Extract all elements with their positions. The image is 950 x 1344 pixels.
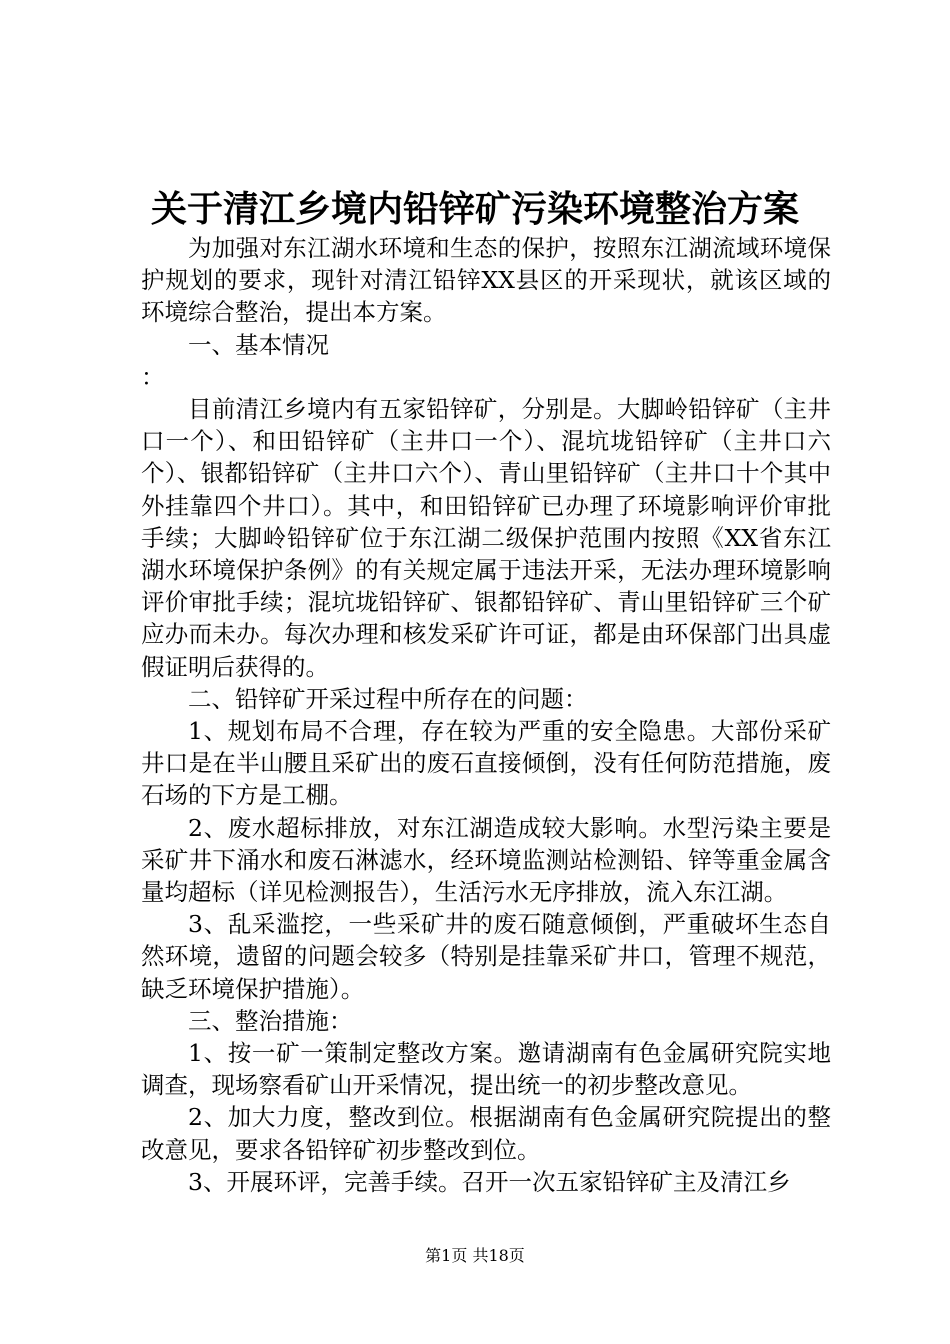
- page-footer: 第1页 共18页: [425, 1246, 525, 1265]
- paragraph-intro: 为加强对东江湖水环境和生态的保护，按照东江湖流域环境保护规划的要求，现针对清江铅锌XX县区的开采现状，就该区域的环境综合整治，提出本方案。: [141, 234, 831, 327]
- paragraph-colon: ：: [141, 362, 165, 391]
- paragraph-problem-3: 3、乱采滥挖，一些采矿井的废石随意倾倒，严重破坏生态自然环境，遗留的问题会较多（特别是挂靠采矿井口，管理不规范，缺乏环境保护措施）。: [141, 910, 831, 1003]
- paragraph-problem-1: 1、规划布局不合理，存在较为严重的安全隐患。大部份采矿井口是在半山腰且采矿出的废石直接倾倒，没有任何防范措施，废石场的下方是工棚。: [141, 717, 831, 810]
- paragraph-measure-1: 1、按一矿一策制定整改方案。邀请湖南有色金属研究院实地调查，现场察看矿山开采情况，提出统一的初步整改意见。: [141, 1039, 831, 1100]
- section-heading-measures: 三、整治措施：: [188, 1006, 353, 1035]
- paragraph-mine-list: 目前清江乡境内有五家铅锌矿，分别是。大脚岭铅锌矿（主井口一个）、和田铅锌矿（主井口一个）、混坑垅铅锌矿（主井口六个）、银都铅锌矿（主井口六个）、青山里铅锌矿（主井口十个其中外挂靠四个井口）。其中，和田铅锌矿已办理了环境影响评价审批手续；大脚岭铅锌矿位于东江湖二级保护范围内按照《XX省东江湖水环境保护条例》的有关规定属于违法开采，无法办理环境影响评价审批手续；混坑垅铅锌矿、银都铅锌矿、青山里铅锌矿三个矿应办而未办。每次办理和核发采矿许可证，都是由环保部门出具虚假证明后获得的。: [141, 395, 831, 681]
- paragraph-measure-2: 2、加大力度，整改到位。根据湖南有色金属研究院提出的整改意见，要求各铅锌矿初步整改到位。: [141, 1103, 831, 1164]
- document-body: [141, 232, 831, 1198]
- section-heading-basic-situation: 一、基本情况: [188, 330, 329, 359]
- section-heading-problems: 二、铅锌矿开采过程中所存在的问题：: [188, 684, 588, 713]
- paragraph-problem-2: 2、废水超标排放，对东江湖造成较大影响。水型污染主要是采矿井下涌水和废石淋滤水，经环境监测站检测铅、锌等重金属含量均超标（详见检测报告），生活污水无序排放，流入东江湖。: [141, 813, 831, 907]
- paragraph-measure-3: 3、开展环评，完善手续。召开一次五家铅锌矿主及清江乡: [188, 1167, 791, 1196]
- document-title: 关于清江乡境内铅锌矿污染环境整治方案: [150, 188, 799, 230]
